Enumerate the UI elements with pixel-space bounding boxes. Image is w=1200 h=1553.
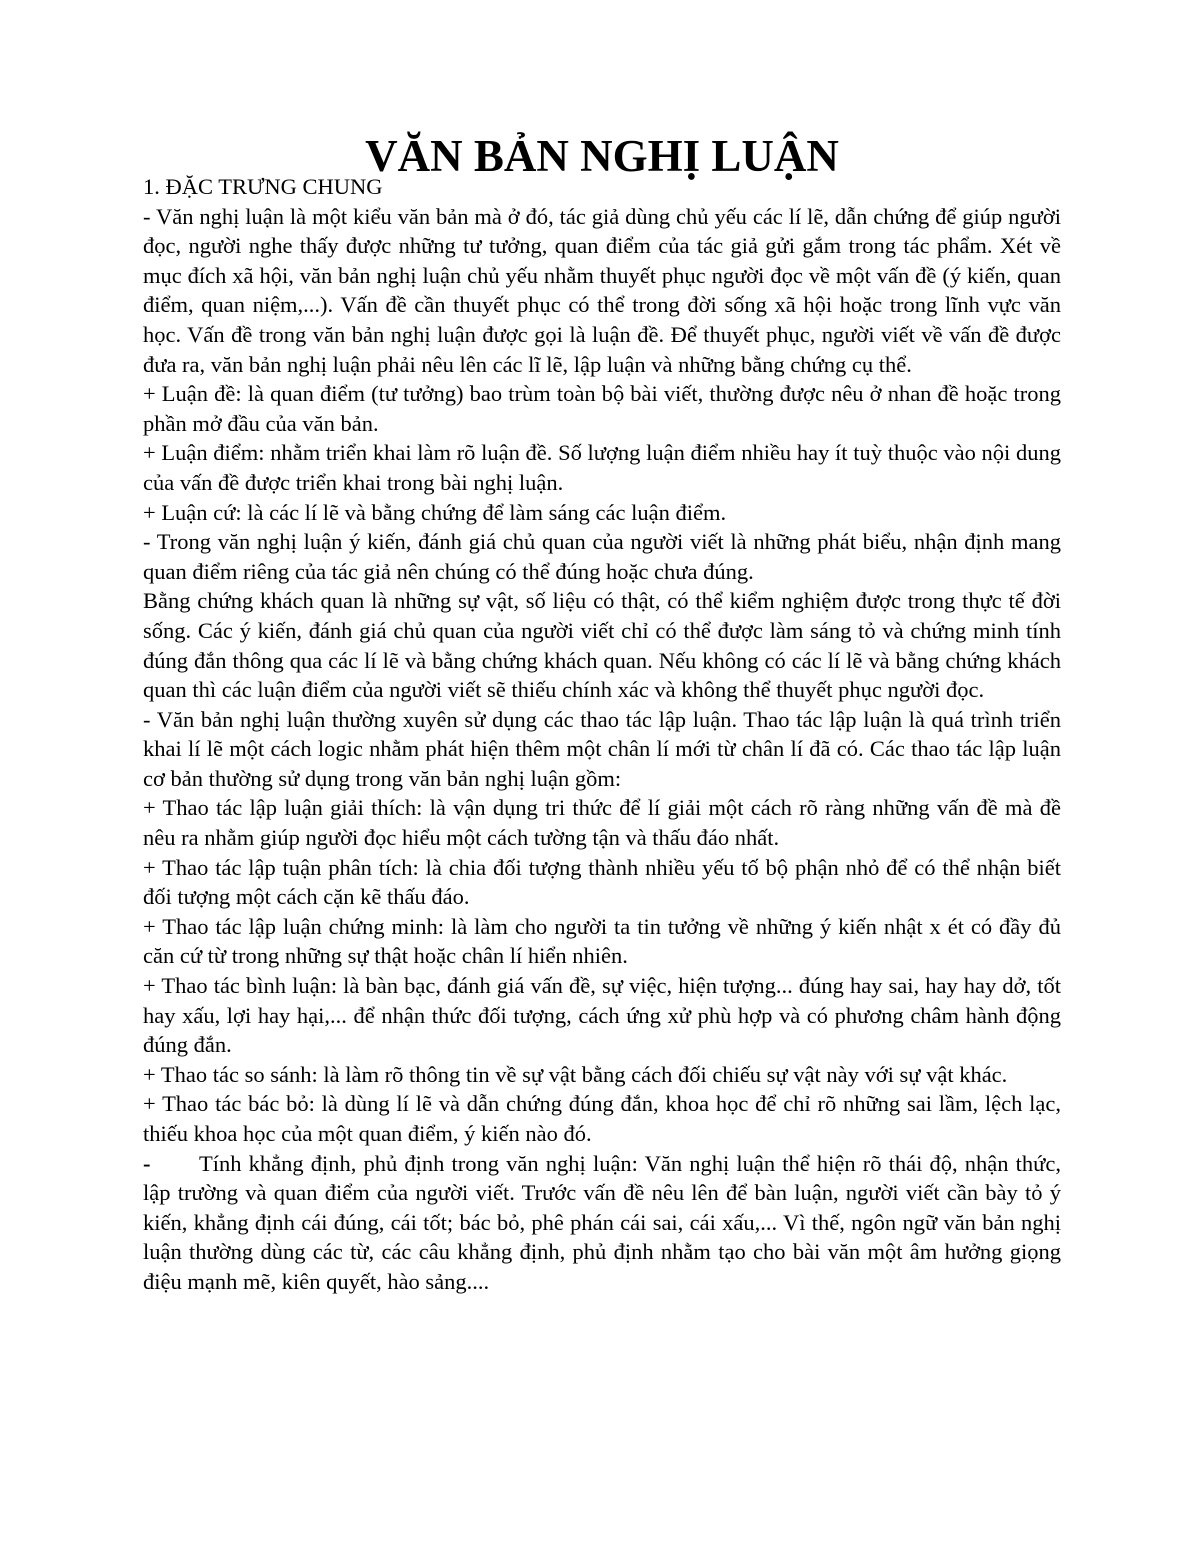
paragraph: + Luận cứ: là các lí lẽ và bằng chứng để làm sáng các luận điểm.: [143, 499, 727, 525]
paragraph: - Trong văn nghị luận ý kiến, đánh giá chủ quan của người viết là những phát biểu, nhận định mang quan điểm riêng của tác giả nên chúng có thể đúng hoặc chưa đúng.: [143, 529, 1061, 584]
paragraph: + Thao tác so sánh: là làm rõ thông tin về sự vật bằng cách đối chiếu sự vật này với sự vật khác.: [143, 1061, 1008, 1087]
paragraph: - Văn nghị luận là một kiểu văn bản mà ở đó, tác giả dùng chủ yếu các lí lẽ, dẫn chứng để giúp người đọc, người nghe thấy được những tư tưởng, quan điểm của tác giả gửi gắm trong tác phẩm. Xét về mục đích xã hội, văn bản nghị luận chủ yếu nhằm thuyết phục người đọc về một vấn đề (ý kiến, quan điểm, quan niệm,...). Vấn đề cần thuyết phục có thể trong đời sống xã hội hoặc trong lĩnh vực văn học. Vấn đề trong văn bản nghị luận được gọi là luận đề. Để thuyết phục, người viết về vấn đề được đưa ra, văn bản nghị luận phải nêu lên các lĩ lẽ, lập luận và những bằng chứng cụ thể.: [143, 203, 1061, 377]
bullet-marker: -: [143, 1150, 151, 1176]
paragraph: + Thao tác bình luận: là bàn bạc, đánh giá vấn đề, sự việc, hiện tượng... đúng hay sai, hay hay dở, tốt hay xấu, lợi hay hại,... để nhận thức đối tượng, cách ứng xử phù hợp và có phương châm hành động đúng đắn.: [143, 973, 1061, 1058]
paragraph: Bằng chứng khách quan là những sự vật, số liệu có thật, có thể kiểm nghiệm được trong thực tế đời sống. Các ý kiến, đánh giá chủ quan của người viết chỉ có thể được làm sáng tỏ và chứng minh tính đúng đắn thông qua các lí lẽ và bằng chứng khách quan. Nếu không có các lí lẽ và bằng chứng khách quan thì các luận điểm của người viết sẽ thiếu chính xác và không thể thuyết phục người đọc.: [143, 588, 1061, 703]
paragraph: + Luận đề: là quan điểm (tư tưởng) bao trùm toàn bộ bài viết, thường được nêu ở nhan đề hoặc trong phần mở đầu của văn bản.: [143, 381, 1061, 436]
paragraph: + Luận điểm: nhằm triển khai làm rõ luận đề. Số lượng luận điểm nhiều hay ít tuỳ thuộc vào nội dung của vấn đề được triển khai trong bài nghị luận.: [143, 440, 1061, 495]
document-title: VĂN BẢN NGHỊ LUẬN: [365, 131, 839, 181]
final-bullet-text: Tính khẳng định, phủ định trong văn nghị luận: Văn nghị luận thể hiện rõ thái độ, nhận thức, lập trường và quan điểm của người viết. Trước vấn đề nêu lên để bàn luận, người viết cần bày tỏ ý kiến, khẳng định cái đúng, cái tốt; bác bỏ, phê phán cái sai, cái xấu,... Vì thế, ngôn ngữ văn bản nghị luận thường dùng các từ, các câu khẳng định, phủ định nhằm tạo cho bài văn một âm hưởng giọng điệu mạnh mẽ, kiên quyết, hào sảng....: [143, 1150, 1061, 1294]
section-heading: 1. ĐẶC TRƯNG CHUNG: [143, 174, 383, 199]
paragraph: + Thao tác lập luận chứng minh: là làm cho người ta tin tưởng về những ý kiến nhật x ét có đầy đủ căn cứ từ trong những sự thật hoặc chân lí hiển nhiên.: [143, 913, 1061, 969]
paragraph: + Thao tác lập tuận phân tích: là chia đối tượng thành nhiều yếu tố bộ phận nhỏ để có thể nhận biết đối tượng một cách cặn kẽ thấu đáo.: [143, 854, 1061, 910]
paragraph: + Thao tác lập luận giải thích: là vận dụng tri thức để lí giải một cách rõ ràng những vấn đề mà đề nêu ra nhằm giúp người đọc hiểu một cách tường tận và thấu đáo nhất.: [143, 795, 1061, 851]
final-bullet-paragraph: [143, 1149, 1061, 1297]
paragraph: - Văn bản nghị luận thường xuyên sử dụng các thao tác lập luận. Thao tác lập luận là quá trình triển khai lí lẽ một cách logic nhằm phát hiện thêm một chân lí mới từ chân lí đã có. Các thao tác lập luận cơ bản thường sử dụng trong văn bản nghị luận gồm:: [143, 706, 1061, 791]
paragraph: + Thao tác bác bỏ: là dùng lí lẽ và dẫn chứng đúng đắn, khoa học để chỉ rõ những sai lầm, lệch lạc, thiếu khoa học của một quan điểm, ý kiến nào đó.: [143, 1091, 1061, 1146]
document-body: [143, 131, 1061, 1297]
